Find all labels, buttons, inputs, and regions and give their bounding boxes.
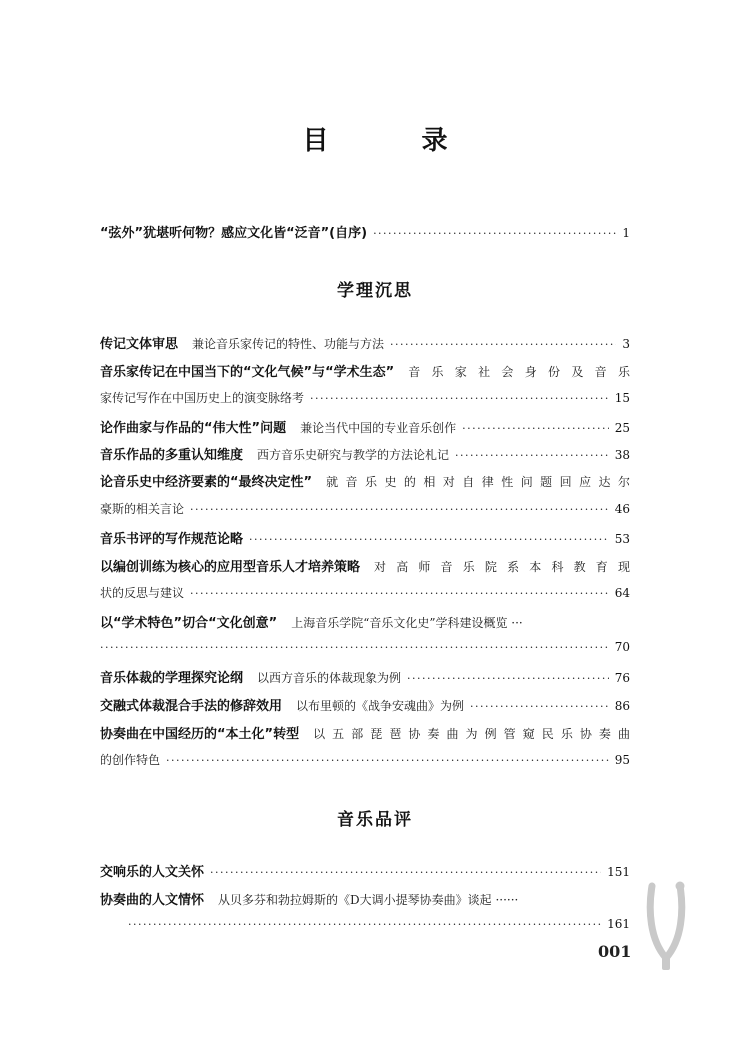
entry-subtitle: 以五部琵琶协奏曲为例管窥民乐协奏曲 bbox=[313, 727, 630, 741]
leader-dots bbox=[210, 866, 601, 879]
entry-title: 以编创训练为核心的应用型音乐人才培养策略 bbox=[100, 560, 361, 575]
leader-dots bbox=[310, 392, 609, 405]
entry-title: 音乐家传记在中国当下的“文化气候”与“学术生态” bbox=[100, 365, 395, 380]
entry-title: 以“学术特色”切合“文化创意” bbox=[100, 616, 278, 631]
entry-subtitle: 对高师音乐院系本科教育现 bbox=[374, 560, 630, 574]
toc-entry[interactable] bbox=[100, 361, 630, 385]
toc-entry-continuation[interactable] bbox=[100, 917, 630, 941]
entry-page: 3 bbox=[622, 337, 630, 351]
toc-entry[interactable] bbox=[100, 471, 630, 495]
entry-subtitle: 兼论音乐家传记的特性、功能与方法 bbox=[192, 337, 385, 351]
toc-entry-continuation[interactable] bbox=[100, 584, 630, 608]
entry-page: 64 bbox=[614, 586, 630, 600]
entry-title: 音乐书评的写作规范论略 bbox=[100, 532, 244, 547]
toc-entry-continuation[interactable] bbox=[100, 751, 630, 775]
toc-entry-continuation[interactable] bbox=[100, 500, 630, 524]
entry-subtitle: 西方音乐史研究与教学的方法论札记 bbox=[257, 448, 450, 462]
entry-title: 交融式体裁混合手法的修辞效用 bbox=[100, 699, 283, 714]
toc-entry-continuation[interactable] bbox=[100, 389, 630, 413]
toc-entry[interactable] bbox=[100, 861, 630, 885]
toc-entry[interactable] bbox=[100, 528, 630, 552]
entry-page: 15 bbox=[614, 391, 630, 405]
entry-page: 86 bbox=[614, 699, 630, 713]
leader-dots bbox=[190, 503, 609, 516]
entry-title: 协奏曲在中国经历的“本土化”转型 bbox=[100, 727, 300, 742]
section-heading-1: 学理沉思 bbox=[337, 281, 413, 301]
toc-entry-preface[interactable] bbox=[100, 222, 630, 246]
entry-page: 53 bbox=[614, 532, 630, 546]
toc-entry[interactable] bbox=[100, 667, 630, 691]
toc-entry[interactable] bbox=[100, 333, 630, 357]
leader-dots bbox=[249, 533, 609, 546]
section-heading-2: 音乐品评 bbox=[337, 810, 413, 830]
toc-entry[interactable] bbox=[100, 612, 630, 636]
toc-entry[interactable] bbox=[100, 444, 630, 468]
entry-subtitle: 以布里顿的《战争安魂曲》为例 bbox=[296, 699, 465, 713]
leader-dots bbox=[455, 449, 609, 462]
entry-title: 论音乐史中经济要素的“最终决定性” bbox=[100, 475, 313, 490]
entry-page: 76 bbox=[614, 671, 630, 685]
entry-subtitle: 就音乐史的相对自律性问题回应达尔 bbox=[326, 475, 630, 489]
page-number: 001 bbox=[598, 942, 632, 961]
entry-page: 161 bbox=[607, 917, 630, 931]
toc-entry[interactable] bbox=[100, 695, 630, 719]
leader-dots bbox=[373, 227, 616, 240]
entry-subtitle: 以西方音乐的体裁现象为例 bbox=[257, 671, 402, 685]
entry-title: “弦外”犹堪听何物？感应文化皆“泛音”(自序) bbox=[100, 226, 368, 241]
entry-title: 传记文体审思 bbox=[100, 337, 179, 352]
leader-dots bbox=[390, 338, 616, 351]
entry-subtitle: 兼论当代中国的专业音乐创作 bbox=[300, 421, 457, 435]
entry-title: 交响乐的人文关怀 bbox=[100, 865, 205, 880]
entry-subtitle-cont: 状的反思与建议 bbox=[100, 586, 185, 600]
leader-dots bbox=[462, 422, 609, 435]
entry-title: 音乐作品的多重认知维度 bbox=[100, 448, 244, 463]
entry-title: 论作曲家与作品的“伟大性”问题 bbox=[100, 421, 287, 436]
entry-subtitle: 上海音乐学院“音乐文化史”学科建设概览 ··· bbox=[291, 616, 523, 630]
toc-entry[interactable] bbox=[100, 556, 630, 580]
entry-page: 151 bbox=[607, 865, 630, 879]
entry-subtitle: 从贝多芬和勃拉姆斯的《D大调小提琴协奏曲》谈起 ······ bbox=[218, 893, 519, 907]
leader-dots bbox=[407, 672, 609, 685]
entry-title: 音乐体裁的学理探究论纲 bbox=[100, 671, 244, 686]
entry-page: 38 bbox=[614, 448, 630, 462]
lyre-ornament-icon bbox=[644, 880, 688, 972]
entry-page: 1 bbox=[622, 226, 630, 240]
leader-dots bbox=[166, 754, 609, 767]
entry-title: 协奏曲的人文情怀 bbox=[100, 893, 205, 908]
entry-subtitle-cont: 豪斯的相关言论 bbox=[100, 502, 185, 516]
toc-entry-continuation[interactable] bbox=[100, 640, 630, 664]
leader-dots bbox=[128, 918, 601, 931]
entry-page: 25 bbox=[614, 421, 630, 435]
entry-page: 95 bbox=[614, 753, 630, 767]
toc-entry[interactable] bbox=[100, 723, 630, 747]
entry-page: 46 bbox=[614, 502, 630, 516]
entry-page: 70 bbox=[614, 640, 630, 654]
toc-entry[interactable] bbox=[100, 889, 630, 913]
toc-entry[interactable] bbox=[100, 417, 630, 441]
entry-subtitle-cont: 的创作特色 bbox=[100, 753, 161, 767]
leader-dots bbox=[470, 700, 609, 713]
leader-dots bbox=[100, 641, 609, 654]
entry-subtitle: 音乐家社会身份及音乐 bbox=[408, 365, 630, 379]
page-title: 目 录 bbox=[302, 126, 490, 156]
leader-dots bbox=[190, 587, 609, 600]
entry-subtitle-cont: 家传记写作在中国历史上的演变脉络考 bbox=[100, 391, 305, 405]
